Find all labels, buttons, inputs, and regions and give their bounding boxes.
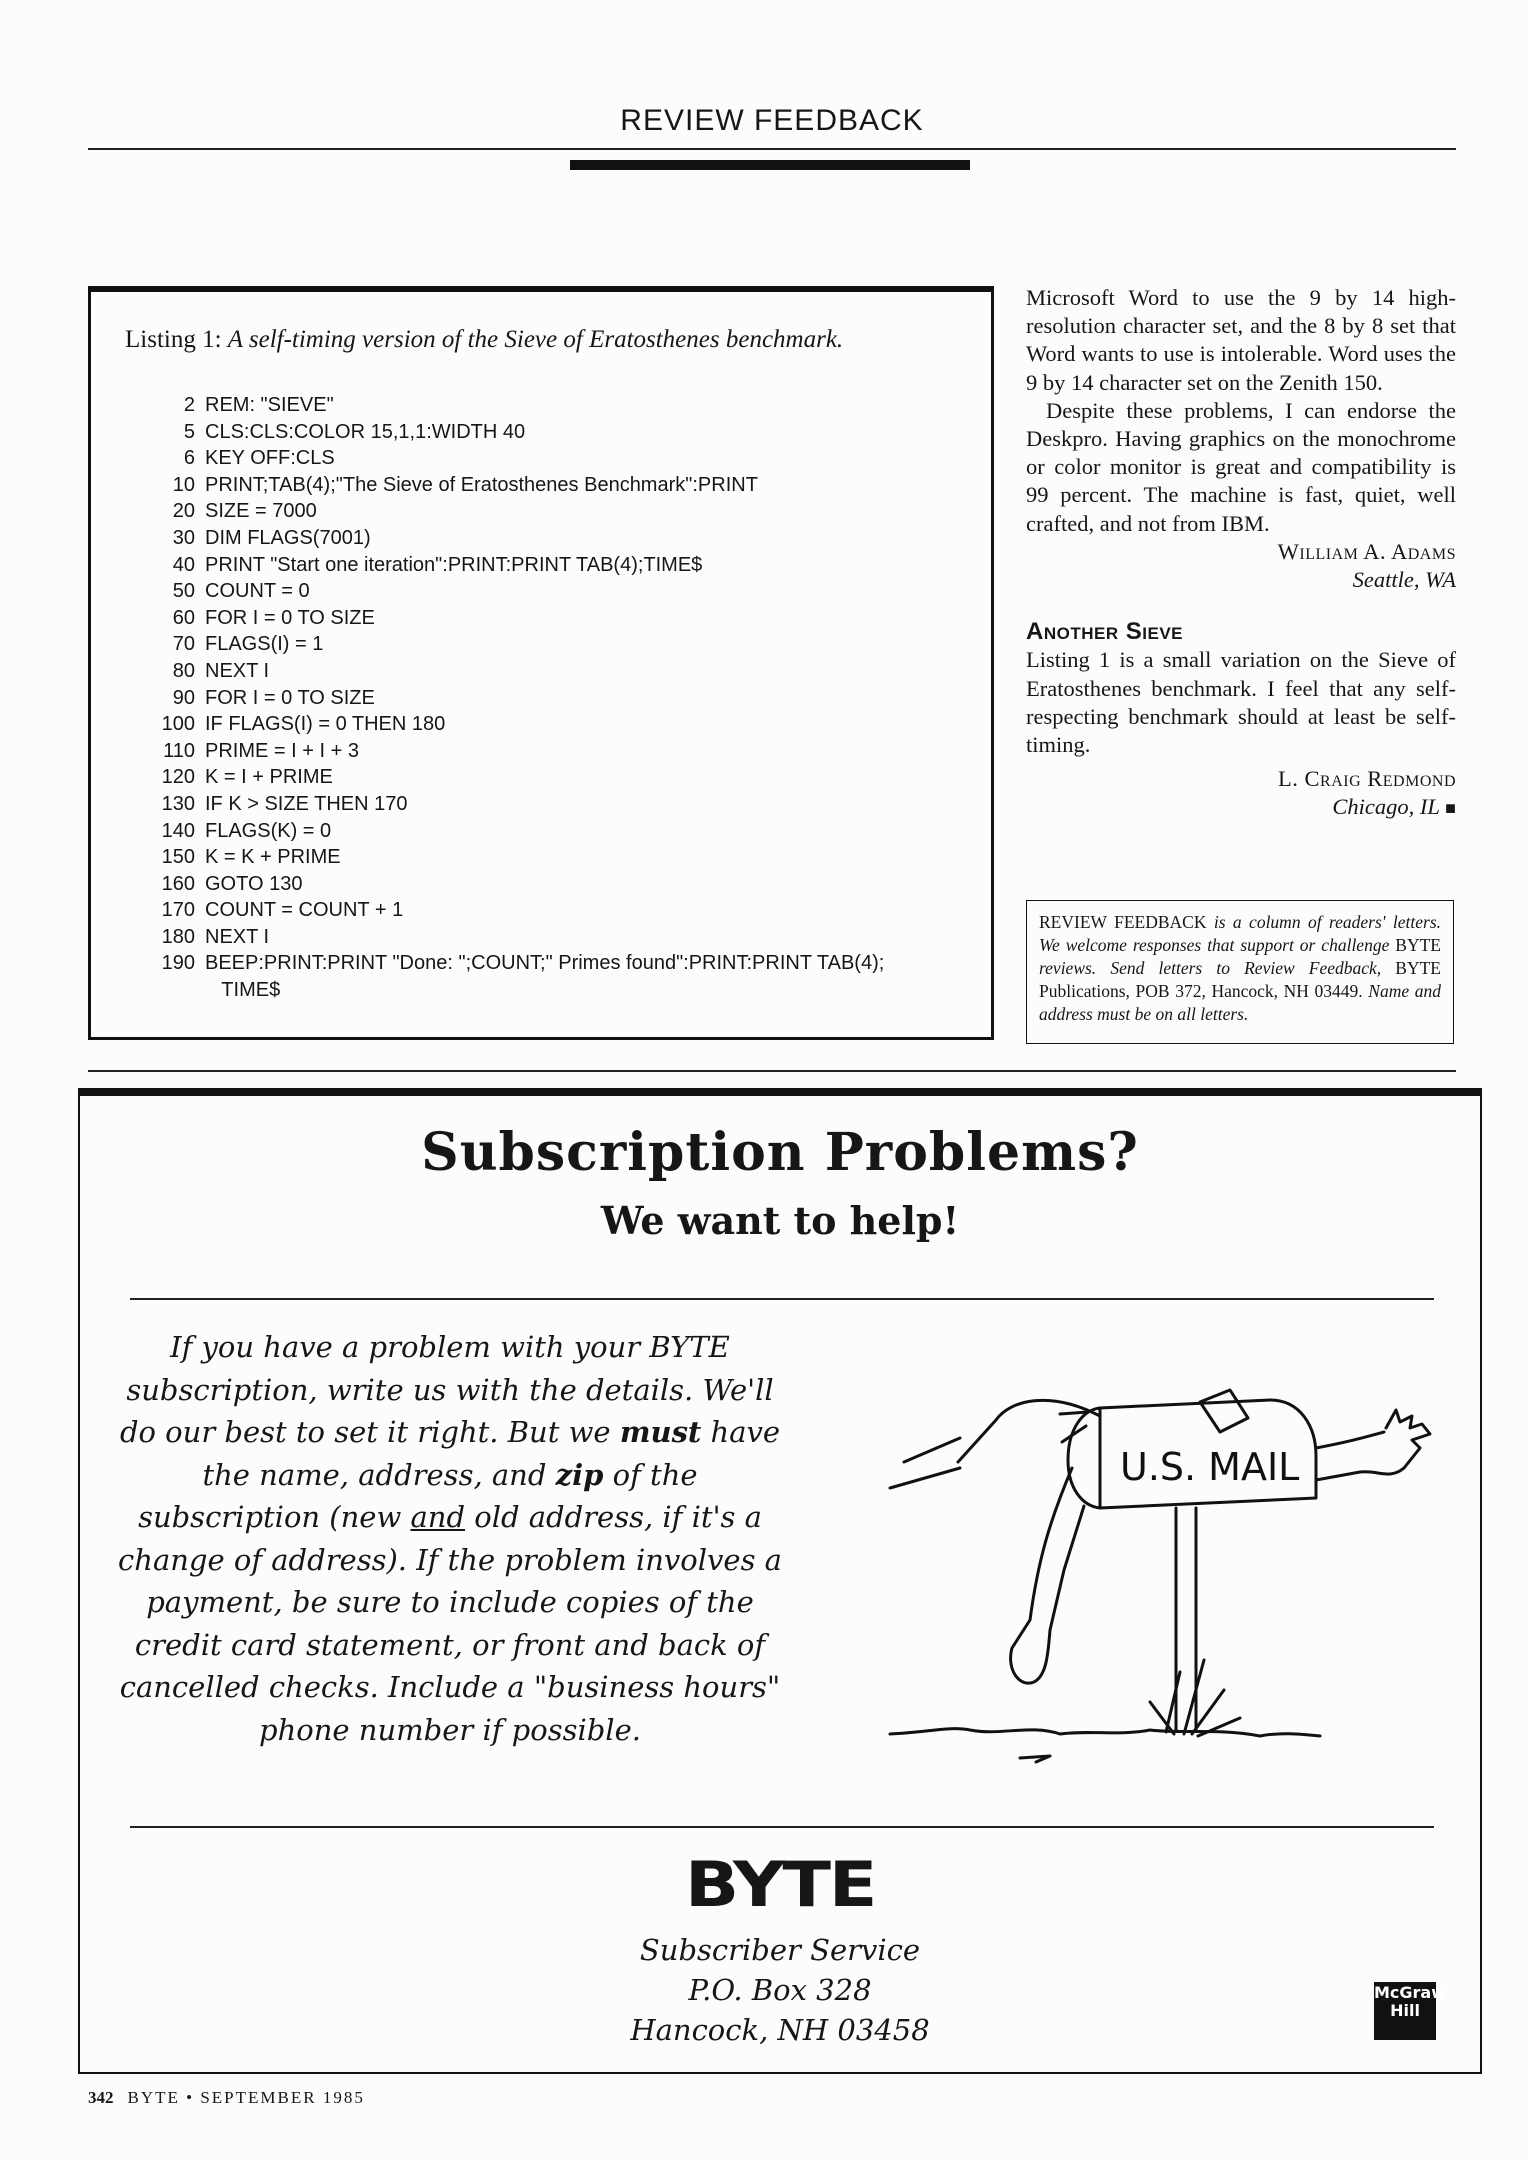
line-code: TIME$ <box>205 979 281 1002</box>
line-number: 5 <box>183 420 195 443</box>
code-line <box>111 791 884 818</box>
note-text: reviews. Send letters to Review Feedback, <box>1039 958 1396 978</box>
code-line <box>111 525 884 552</box>
note-text: BYTE <box>1395 935 1441 955</box>
letter-column <box>1026 284 1456 823</box>
byte-logo: BYTE <box>684 1848 876 1921</box>
line-code: BEEP:PRINT:PRINT "Done: ";COUNT;" Primes found":PRINT:PRINT TAB(4); <box>205 952 885 975</box>
signature-name: L. Craig Redmond <box>1278 766 1456 792</box>
code-line <box>111 578 884 605</box>
line-number: 30 <box>172 526 195 549</box>
line-number: 180 <box>161 925 195 948</box>
ad-body-text: If you have a problem with your BYTE subscription, write us with the details. We'll do our best to set it right. But we <box>119 1330 774 1449</box>
column-note-box <box>1026 900 1454 1044</box>
code-line <box>111 924 884 951</box>
code-line <box>111 977 884 1004</box>
mailbox-illustration <box>800 1330 1460 1790</box>
line-code: PRIME = I + I + 3 <box>205 739 359 762</box>
section-rule <box>88 1070 1456 1072</box>
code-line <box>111 950 884 977</box>
code-line <box>111 738 884 765</box>
code-line <box>111 871 884 898</box>
publisher-logo: McGraw Hill <box>1374 1982 1436 2040</box>
code-line <box>111 445 884 472</box>
address-line: Hancock, NH 03458 <box>630 2013 930 2047</box>
line-number: 100 <box>161 713 195 736</box>
line-number: 120 <box>161 766 195 789</box>
mailbox-label: U.S. MAIL <box>1120 1445 1300 1489</box>
ad-title: Subscription Problems? <box>421 1122 1139 1183</box>
ad-body-emphasis: zip <box>555 1457 604 1492</box>
code-line <box>111 419 884 446</box>
waving-hand <box>1316 1410 1430 1480</box>
line-code: FOR I = 0 TO SIZE <box>205 686 375 709</box>
mailbox-door <box>1068 1408 1100 1508</box>
section-title: REVIEW FEEDBACK <box>620 104 924 137</box>
ground-mark <box>1020 1756 1050 1762</box>
line-code: NEXT I <box>205 925 270 948</box>
ad-rule <box>130 1826 1434 1828</box>
header-bar <box>570 160 970 170</box>
line-code: KEY OFF:CLS <box>205 447 335 470</box>
note-text: Name and address must be on all letters. <box>1039 981 1441 1024</box>
code-line <box>111 764 884 791</box>
line-number: 60 <box>172 606 195 629</box>
end-mark: ■ <box>1445 798 1456 819</box>
ad-body-emphasis: must <box>619 1415 702 1449</box>
line-number: 190 <box>161 952 195 975</box>
line-code: FOR I = 0 TO SIZE <box>205 606 375 629</box>
ad-rule <box>130 1298 1434 1300</box>
line-code: SIZE = 7000 <box>205 500 317 523</box>
ad-body <box>110 1326 790 1751</box>
letter-paragraph: Microsoft Word to use the 9 by 14 high-resolution character set, and the 8 by 8 set that Word wants to use is intolerable. Word uses the 9 by 14 character set on the Zenith 150. <box>1026 285 1456 395</box>
code-line <box>111 631 884 658</box>
line-number <box>111 977 205 1004</box>
note-text: REVIEW FEEDBACK <box>1039 912 1207 932</box>
line-number: 170 <box>161 899 195 922</box>
page-number: 342 <box>88 2088 114 2107</box>
code-listing <box>111 392 884 1004</box>
line-number: 140 <box>161 819 195 842</box>
line-code: NEXT I <box>205 659 270 682</box>
code-line <box>111 897 884 924</box>
header-rule <box>88 148 1456 150</box>
signature-place: Seattle, WA <box>1352 567 1456 593</box>
line-number: 2 <box>183 394 195 416</box>
address-line: Subscriber Service <box>639 1933 921 1967</box>
note-text: BYTE Publications, POB 372, Hancock, NH 03449. <box>1039 958 1441 1001</box>
line-number: 20 <box>172 500 195 523</box>
address-line: P.O. Box 328 <box>688 1973 872 2007</box>
code-line <box>111 498 884 525</box>
line-code: K = K + PRIME <box>205 846 341 869</box>
leg <box>1011 1468 1084 1683</box>
line-number: 130 <box>161 792 195 815</box>
code-line <box>111 392 884 419</box>
shoe <box>890 1438 960 1488</box>
signature-place: Chicago, IL <box>1332 794 1440 820</box>
line-number: 70 <box>172 633 195 656</box>
line-code: PRINT "Start one iteration":PRINT:PRINT TAB(4);TIME$ <box>205 553 703 576</box>
subscriber-address <box>78 1930 1482 2050</box>
note-text: is a column of readers' letters. We welcome responses that support or challenge <box>1039 912 1442 955</box>
code-line <box>111 818 884 845</box>
ad-body-text: old address, if it's a change of address). If the problem involves a payment, be sure to include copies of the credit card statement, or front and back of cancelled checks. Include a "business hours" phone number if possible. <box>118 1500 782 1747</box>
line-number: 40 <box>172 553 195 576</box>
magazine-issue: BYTE • SEPTEMBER 1985 <box>127 2088 365 2107</box>
listing-box <box>88 286 994 1040</box>
code-line <box>111 472 884 499</box>
line-code: DIM FLAGS(7001) <box>205 526 371 549</box>
code-line <box>111 658 884 685</box>
ad-body-text: of the subscription (new <box>138 1457 698 1534</box>
line-code: CLS:CLS:COLOR 15,1,1:WIDTH 40 <box>205 420 526 443</box>
line-number: 10 <box>172 473 195 496</box>
line-code: PRINT;TAB(4);"The Sieve of Eratosthenes Benchmark":PRINT <box>205 473 758 496</box>
letter-paragraph: Despite these problems, I can endorse the Deskpro. Having graphics on the monochrome or color monitor is great and compatibility is 99 percent. The machine is fast, quiet, well crafted, and not from IBM. <box>1026 397 1456 536</box>
line-code: FLAGS(K) = 0 <box>205 819 332 842</box>
ad-body-text: have the name, address, and <box>202 1415 781 1492</box>
signature-name: William A. Adams <box>1277 538 1456 564</box>
code-line <box>111 605 884 632</box>
line-code: GOTO 130 <box>205 872 303 895</box>
signature-place-line <box>1026 793 1456 822</box>
line-number: 150 <box>161 846 195 869</box>
listing-caption-label: Listing 1: <box>125 326 222 353</box>
mailbox-flag <box>1200 1390 1248 1432</box>
subheading: Another Sieve <box>1026 618 1184 646</box>
ground-line <box>890 1729 1320 1736</box>
listing-caption-text: A self-timing version of the Sieve of Eratosthenes benchmark. <box>227 326 844 353</box>
line-number: 80 <box>172 659 195 682</box>
listing-caption <box>125 326 843 354</box>
line-number: 110 <box>163 739 195 762</box>
line-number: 6 <box>183 447 195 470</box>
line-code: COUNT = COUNT + 1 <box>205 899 404 922</box>
code-line <box>111 552 884 579</box>
line-code: IF K > SIZE THEN 170 <box>205 792 408 815</box>
line-code: COUNT = 0 <box>205 580 310 603</box>
line-code: IF FLAGS(I) = 0 THEN 180 <box>205 713 446 736</box>
code-line <box>111 685 884 712</box>
code-line <box>111 844 884 871</box>
line-number: 50 <box>172 580 195 603</box>
page-footer <box>88 2088 365 2108</box>
line-number: 90 <box>172 686 195 709</box>
letter-paragraph: Listing 1 is a small variation on the Sieve of Eratosthenes benchmark. I feel that any self-respecting benchmark should at least be self-timing. <box>1026 647 1456 758</box>
line-code: K = I + PRIME <box>205 766 333 789</box>
line-code: REM: "SIEVE" <box>205 394 334 416</box>
line-code: FLAGS(I) = 1 <box>205 633 324 656</box>
line-number: 160 <box>161 872 195 895</box>
ad-body-underline: and <box>410 1500 466 1534</box>
ad-subtitle: We want to help! <box>600 1198 960 1243</box>
code-line <box>111 711 884 738</box>
